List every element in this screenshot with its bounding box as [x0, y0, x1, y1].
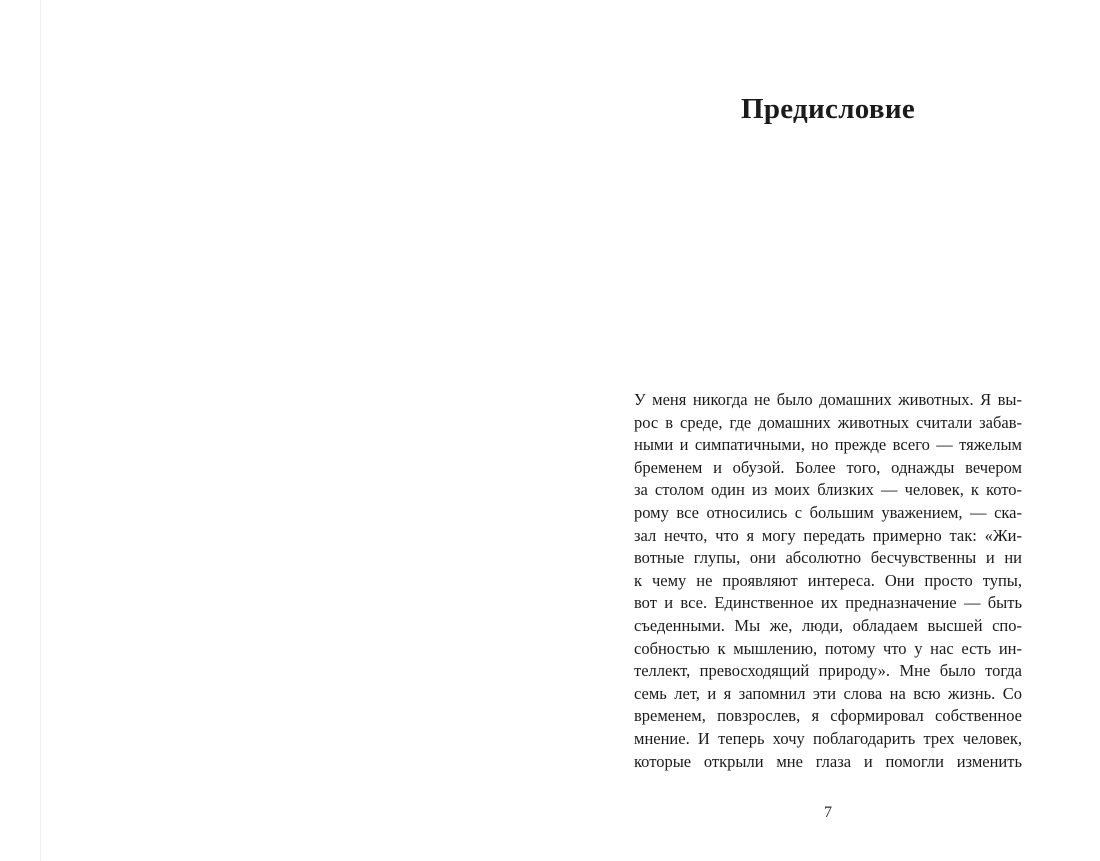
paragraph-line: временем, повзрослев, я сформировал собственное	[634, 706, 1022, 726]
paragraph-line: ными и симпатичными, но прежде всего — тяжелым	[634, 435, 1022, 455]
text-column	[634, 0, 1022, 861]
paragraph-line: У меня никогда не было домашних животных. Я вы-	[634, 390, 1022, 409]
page-edge-line	[40, 0, 41, 861]
paragraph-line: семь лет, и я запомнил эти слова на всю жизнь. Со	[634, 683, 1022, 703]
paragraph-line: рос в среде, где домашних животных считали забав-	[634, 412, 1022, 432]
paragraph-line: вотные глупы, они абсолютно бесчувственны и ни	[634, 548, 1022, 568]
paragraph-line: к чему не проявляют интереса. Они просто тупы,	[634, 570, 1022, 590]
paragraph-line: рому все относились с большим уважением, — ска-	[634, 502, 1022, 522]
paragraph-line: которые открыли мне глаза и помогли изменить	[634, 751, 1022, 771]
page-number: 7	[824, 804, 832, 821]
body-paragraph	[634, 389, 1022, 773]
paragraph-line: съеденными. Мы же, люди, обладаем высшей спо-	[634, 615, 1022, 635]
paragraph-line: мнение. И теперь хочу поблагодарить трех человек,	[634, 728, 1022, 748]
paragraph-line: собностью к мышлению, потому что у нас есть ин-	[634, 638, 1022, 658]
paragraph-line: теллект, превосходящий природу». Мне было тогда	[634, 661, 1022, 681]
paragraph-line: зал нечто, что я могу передать примерно так: «Жи-	[634, 525, 1022, 545]
paragraph-line: бременем и обузой. Более того, однажды вечером	[634, 457, 1022, 477]
paragraph-line: за столом один из моих близких — человек, к кото-	[634, 480, 1022, 500]
chapter-title: Предисловие	[740, 93, 915, 125]
paragraph-line: вот и все. Единственное их предназначение — быть	[634, 593, 1022, 613]
